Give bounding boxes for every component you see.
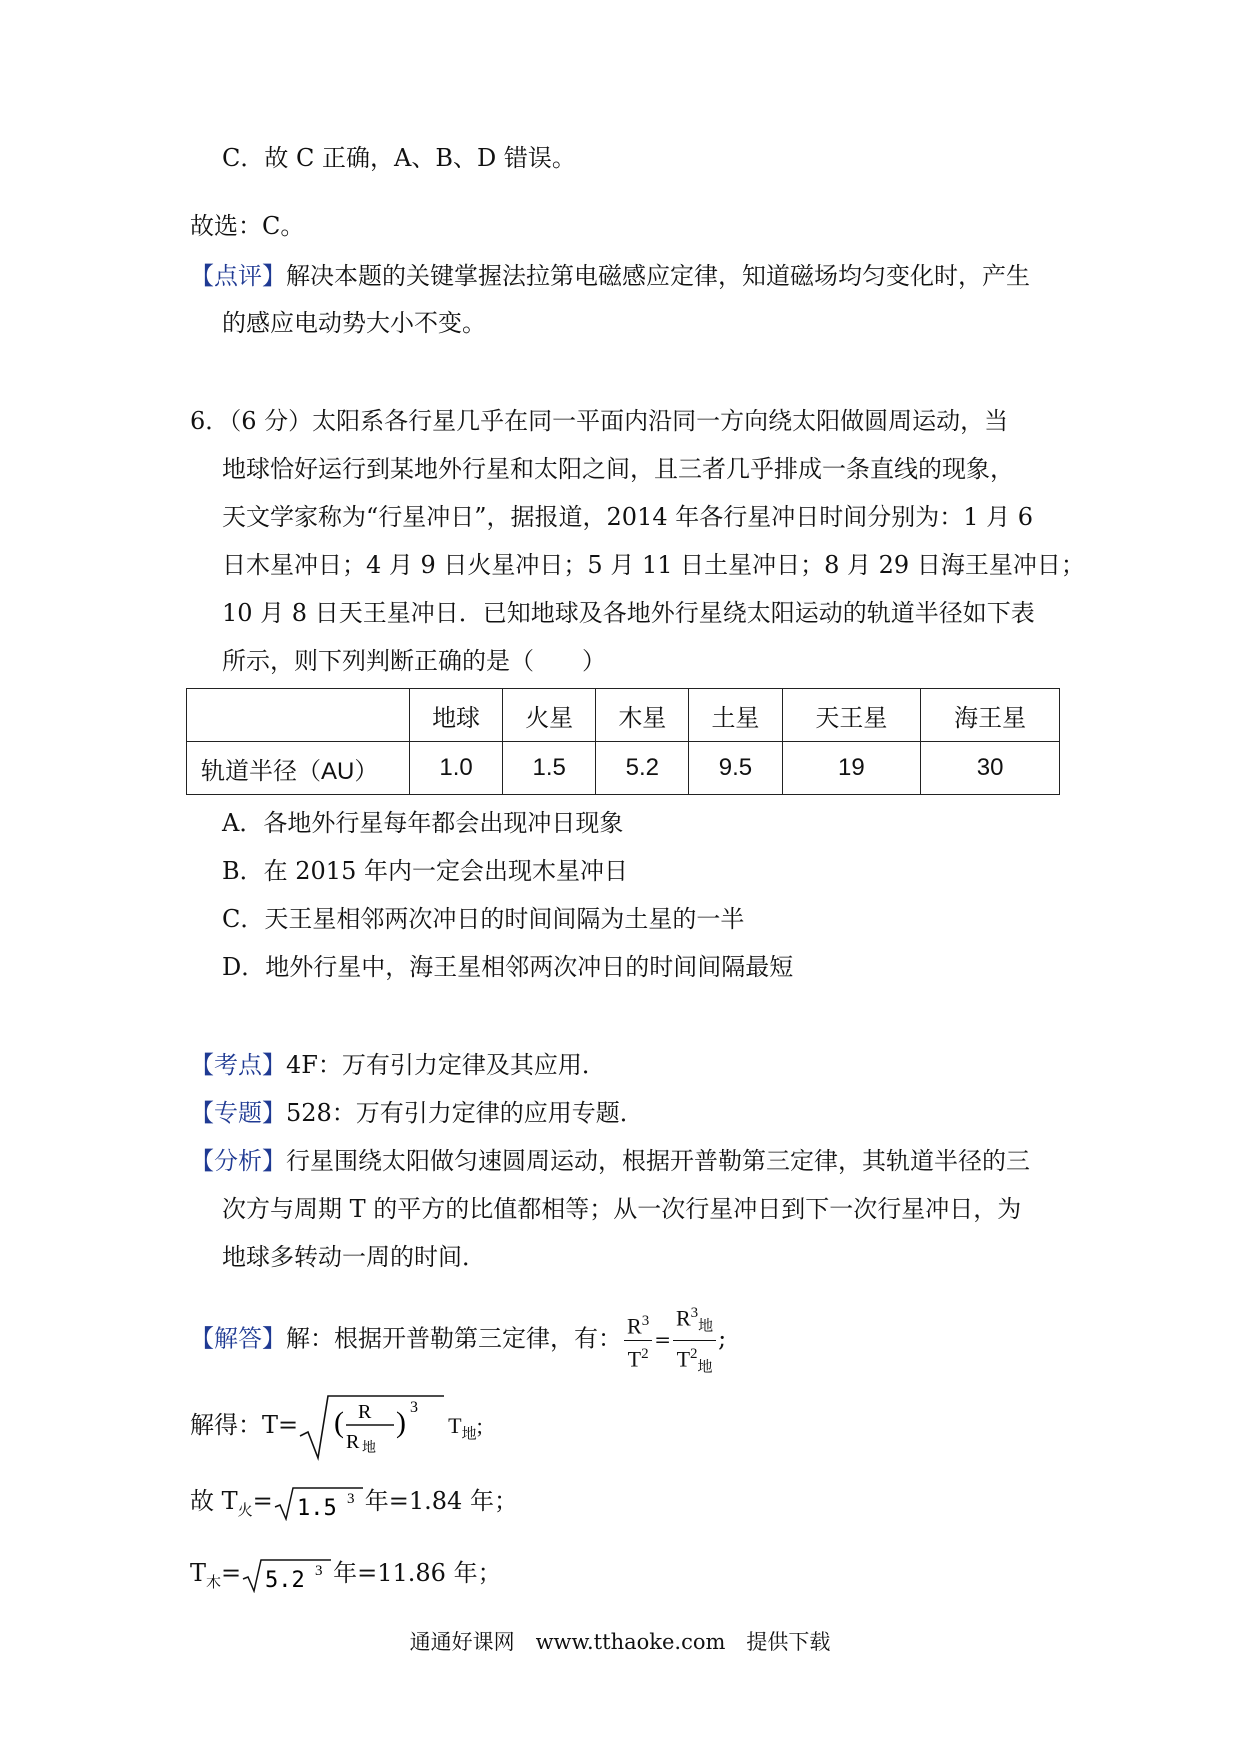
t-jupiter-sub: 木 xyxy=(206,1572,222,1591)
kaodian-text: 4F：万有引力定律及其应用． xyxy=(286,1051,606,1079)
option-c: C．天王星相邻两次冲日的时间间隔为土星的一半 xyxy=(222,905,745,933)
jieda-line: 【解答】解：根据开普勒第三定律，有： $\frac{R^3}{T^2}$ = $\frac{R^3_地}{T^2_地}$ ; xyxy=(190,1300,726,1380)
t-jupiter-prefix: T xyxy=(190,1559,207,1587)
svg-text:(: ( xyxy=(334,1406,345,1440)
sqrt-symbol xyxy=(298,1391,448,1463)
review-line-2: 的感应电动势大小不变。 xyxy=(222,309,486,337)
t-mars-sub: 火 xyxy=(237,1500,253,1519)
sqrt-ratio-graphic xyxy=(298,1392,448,1462)
table-cell: 1.0 xyxy=(410,742,503,795)
svg-text:地: 地 xyxy=(362,1440,377,1457)
table-row xyxy=(187,742,1060,795)
kaodian-tag: 【考点】 xyxy=(190,1051,286,1079)
fenxi-line-3: 地球多转动一周的时间． xyxy=(222,1243,486,1271)
table-header-cell: 木星 xyxy=(596,689,689,742)
table-cell: 9.5 xyxy=(689,742,782,795)
question-line-1: 6．（6 分）太阳系各行星几乎在同一平面内沿同一方向绕太阳做圆周运动，当 xyxy=(190,407,1009,435)
svg-text:3: 3 xyxy=(315,1562,323,1579)
svg-text:5.2: 5.2 xyxy=(265,1567,305,1593)
svg-text:R: R xyxy=(346,1431,360,1454)
t-mars-line: 故 $T_火=$ 1.5 3 年=1.84 年； xyxy=(190,1484,518,1527)
table-header-row xyxy=(187,689,1060,742)
review-text-1: 解决本题的关键掌握法拉第电磁感应定律，知道磁场均匀变化时，产生 xyxy=(286,262,1030,290)
svg-text:1.5: 1.5 xyxy=(296,1495,337,1521)
table-cell: 30 xyxy=(921,742,1060,795)
fenxi-tag: 【分析】 xyxy=(190,1147,286,1175)
question-line-5: 10 月 8 日天王星冲日．已知地球及各地外行星绕太阳运动的轨道半径如下表 xyxy=(222,599,1035,627)
question-line-4: 日木星冲日；4 月 9 日火星冲日；5 月 11 日土星冲日；8 月 29 日海王星冲日； xyxy=(222,551,1085,579)
sqrt-jupiter-graphic xyxy=(241,1557,333,1593)
jieda-text: 解：根据开普勒第三定律，有： xyxy=(286,1324,622,1353)
fenxi-line-1 xyxy=(190,1144,1030,1178)
svg-text:R: R xyxy=(358,1401,372,1424)
orbit-radius-table xyxy=(186,688,1060,795)
svg-text:): ) xyxy=(396,1406,407,1440)
option-b: B．在 2015 年内一定会出现木星冲日 xyxy=(222,857,628,885)
kaodian-line xyxy=(190,1048,606,1082)
zhuanti-line xyxy=(190,1096,644,1130)
zhuanti-text: 528：万有引力定律的应用专题． xyxy=(286,1099,644,1127)
table-header-cell: 天王星 xyxy=(782,689,921,742)
sqrt-mars-graphic xyxy=(273,1485,365,1521)
t-jupiter-result: 年=11.86 年； xyxy=(333,1559,502,1587)
table-cell: 1.5 xyxy=(503,742,596,795)
review-tag: 【点评】 xyxy=(190,262,286,290)
table-header-cell: 火星 xyxy=(503,689,596,742)
option-a: A．各地外行星每年都会出现冲日现象 xyxy=(222,809,624,837)
page-footer: 通通好课网 www.tthaoke.com 提供下载 xyxy=(409,1630,831,1654)
table-row-label: 轨道半径（AU） xyxy=(187,742,410,795)
answer-line-c: C．故 C 正确，A、B、D 错误。 xyxy=(222,144,576,172)
review-line-1 xyxy=(190,259,1030,293)
jieda-tag: 【解答】 xyxy=(190,1324,286,1353)
table-header-cell: 土星 xyxy=(689,689,782,742)
solution-period-formula: 解得：T= ( R R 地 ) 3 $T_地$; xyxy=(190,1390,483,1469)
svg-text:3: 3 xyxy=(346,1490,355,1507)
question-line-2: 地球恰好运行到某地外行星和太阳之间，且三者几乎排成一条直线的现象， xyxy=(222,455,1014,483)
solution-prefix: 解得：T= xyxy=(190,1411,299,1439)
table-cell: 19 xyxy=(782,742,921,795)
question-line-6: 所示，则下列判断正确的是（ ） xyxy=(222,647,606,675)
kepler-fraction-left: $\frac{R^3}{T^2}$ xyxy=(624,1308,652,1372)
fenxi-text-1: 行星围绕太阳做匀速圆周运动，根据开普勒第三定律，其轨道半径的三 xyxy=(286,1147,1030,1175)
answer-selection: 故选：C。 xyxy=(190,212,305,240)
table-header-cell: 地球 xyxy=(410,689,503,742)
option-d: D．地外行星中，海王星相邻两次冲日的时间间隔最短 xyxy=(222,953,794,981)
question-line-3: 天文学家称为“行星冲日”，据报道，2014 年各行星冲日时间分别为：1 月 6 xyxy=(222,503,1034,531)
t-mars-prefix: 故 T xyxy=(190,1487,238,1515)
table-cell: 5.2 xyxy=(596,742,689,795)
zhuanti-tag: 【专题】 xyxy=(190,1099,286,1127)
fenxi-line-2: 次方与周期 T 的平方的比值都相等；从一次行星冲日到下一次行星冲日，为 xyxy=(222,1195,1022,1223)
t-jupiter-line: $T_木=$ 5.2 3 年=11.86 年； xyxy=(190,1556,502,1599)
table-header-cell: 海王星 xyxy=(921,689,1060,742)
svg-text:3: 3 xyxy=(410,1399,419,1417)
t-mars-result: 年=1.84 年； xyxy=(364,1487,518,1515)
kepler-fraction-right: $\frac{R^3_地}{T^2_地}$ xyxy=(673,1300,716,1380)
table-header-cell xyxy=(187,689,410,742)
